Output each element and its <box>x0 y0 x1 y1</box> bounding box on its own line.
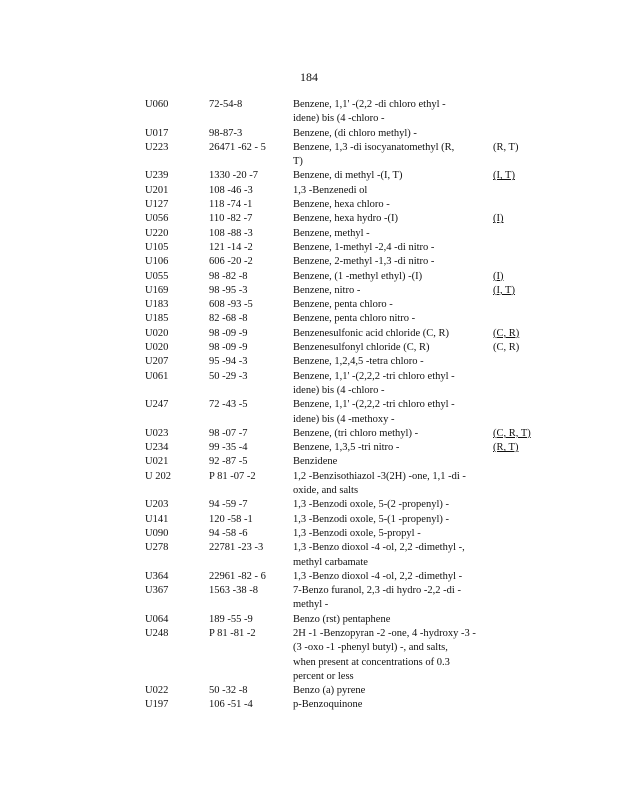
waste-code: U203 <box>145 499 169 511</box>
hazard-code: (I, T) <box>493 284 515 296</box>
waste-code: U106 <box>145 256 169 268</box>
cas-number: 72-54-8 <box>209 99 243 110</box>
hazard-code: (I) <box>493 270 504 282</box>
cas-number: 50 -32 -8 <box>209 685 248 697</box>
table-row <box>145 241 565 255</box>
substance-name: Benzo (a) pyrene <box>293 685 366 697</box>
hazard-code: (C, R, T) <box>493 427 531 439</box>
waste-code: U022 <box>145 685 169 697</box>
cas-number: 118 -74 -1 <box>209 199 253 211</box>
table-row <box>145 198 565 212</box>
cas-number: 189 -55 -9 <box>209 613 253 625</box>
waste-code: U020 <box>145 342 169 354</box>
cas-number: 94 -58 -6 <box>209 527 248 539</box>
substance-name: Benzene, (1 -methyl ethyl) -(I) <box>293 270 423 282</box>
substance-name: Benzene, (tri chloro methyl) - <box>293 427 419 439</box>
substance-name: Benzene, nitro - <box>293 284 361 296</box>
substance-name: Benzene, 2-methyl -1,3 -di nitro - <box>293 256 435 268</box>
table-row <box>145 184 565 198</box>
cas-number: 98 -07 -7 <box>209 427 248 439</box>
substance-name: Benzene, penta chloro - <box>293 299 393 311</box>
table-row <box>145 370 565 399</box>
table-row <box>145 141 565 170</box>
table-row <box>145 312 565 326</box>
waste-code: U021 <box>145 456 169 468</box>
waste-code: U220 <box>145 227 169 239</box>
waste-code: U090 <box>145 527 169 539</box>
waste-code: U061 <box>145 370 169 382</box>
table-row <box>145 341 565 355</box>
table-row <box>145 327 565 341</box>
table-row <box>145 169 565 183</box>
cas-number: 26471 -62 - 5 <box>209 141 266 153</box>
substance-name: 1,3 -Benzo dioxol -4 -ol, 2,2 -dimethyl - <box>293 570 463 582</box>
substance-name: Benzene, 1,1' -(2,2 -di chloro ethyl - idene) bis (4 -chloro - <box>293 99 446 125</box>
substance-name: Benzo (rst) pentaphene <box>293 613 391 625</box>
cas-number: 98-87-3 <box>209 127 243 139</box>
substance-name: Benzidene <box>293 456 338 468</box>
cas-number: 1330 -20 -7 <box>209 170 258 182</box>
substance-name: 1,2 -Benzisothiazol -3(2H) -one, 1,1 -di - oxide, and salts <box>293 470 466 497</box>
waste-code: U127 <box>145 199 169 211</box>
substance-name: Benzene, hexa hydro -(I) <box>293 213 398 225</box>
hazard-code: (C, R) <box>493 342 520 354</box>
cas-number: P 81 -81 -2 <box>209 627 256 639</box>
table-row <box>145 212 565 226</box>
table-row <box>145 227 565 241</box>
waste-code: U223 <box>145 141 169 153</box>
page-number: 184 <box>300 70 318 84</box>
table-row <box>145 284 565 298</box>
substance-name: Benzene, 1,1' -(2,2,2 -tri chloro ethyl - idene) bis (4 -chloro - <box>293 370 455 396</box>
waste-code: U169 <box>145 284 169 296</box>
cas-number: 120 -58 -1 <box>209 513 253 525</box>
waste-code: U234 <box>145 442 169 454</box>
cas-number: 82 -68 -8 <box>209 313 248 325</box>
cas-number: 110 -82 -7 <box>209 213 253 225</box>
substance-name: p-Benzoquinone <box>293 699 363 711</box>
table-row <box>145 570 565 584</box>
waste-code: U023 <box>145 427 169 439</box>
cas-number: 108 -46 -3 <box>209 184 253 196</box>
substance-name: Benzene, penta chloro nitro - <box>293 313 416 325</box>
waste-code: U020 <box>145 327 169 339</box>
cas-number: 92 -87 -5 <box>209 456 248 468</box>
waste-code: U105 <box>145 241 169 253</box>
table-row <box>145 455 565 469</box>
waste-code: U064 <box>145 613 169 625</box>
substance-name: 7-Benzo furanol, 2,3 -di hydro -2,2 -di - methyl - <box>293 585 461 611</box>
substance-name: Benzene, 1,3 -di isocyanatomethyl (R, T) <box>293 141 455 168</box>
table-row <box>145 513 565 527</box>
waste-code: U183 <box>145 299 169 311</box>
waste-code: U239 <box>145 170 169 182</box>
waste-code: U364 <box>145 570 169 582</box>
substance-name: 1,3 -Benzodi oxole, 5-(2 -propenyl) - <box>293 499 449 511</box>
waste-code: U201 <box>145 184 169 196</box>
cas-number: 94 -59 -7 <box>209 499 248 511</box>
table-row <box>145 270 565 284</box>
cas-number: 50 -29 -3 <box>209 370 248 382</box>
substance-name: Benzenesulfonic acid chloride (C, R) <box>293 327 449 339</box>
table-row <box>145 498 565 512</box>
waste-code: U055 <box>145 270 169 282</box>
waste-code: U197 <box>145 699 169 711</box>
table-row <box>145 255 565 269</box>
cas-number: 1563 -38 -8 <box>209 585 258 597</box>
table-row <box>145 355 565 369</box>
substance-name: Benzene, di methyl -(I, T) <box>293 170 403 182</box>
substance-name: Benzene, methyl - <box>293 227 370 239</box>
waste-code: U 202 <box>145 470 171 482</box>
substance-name: 1,3 -Benzo dioxol -4 -ol, 2,2 -dimethyl -, methyl carbamate <box>293 542 465 568</box>
cas-number: 121 -14 -2 <box>209 241 253 253</box>
table-row <box>145 627 565 684</box>
substance-name: Benzene, 1,1' -(2,2,2 -tri chloro ethyl - idene) bis (4 -methoxy - <box>293 399 455 425</box>
hazard-code: (R, T) <box>493 442 519 454</box>
substance-name: 1,3 -Benzodi oxole, 5-propyl - <box>293 527 421 539</box>
cas-number: 608 -93 -5 <box>209 299 253 311</box>
cas-number: 22961 -82 - 6 <box>209 570 266 582</box>
waste-code: U367 <box>145 585 169 597</box>
table-row <box>145 698 565 712</box>
waste-code: U207 <box>145 356 169 368</box>
waste-code: U060 <box>145 99 169 110</box>
cas-number: 108 -88 -3 <box>209 227 253 239</box>
waste-code: U247 <box>145 399 169 411</box>
waste-code-table <box>145 98 565 713</box>
substance-name: Benzene, (di chloro methyl) - <box>293 127 417 139</box>
substance-name: Benzene, 1,2,4,5 -tetra chloro - <box>293 356 424 368</box>
substance-name: Benzene, hexa chloro - <box>293 199 390 211</box>
cas-number: 98 -09 -9 <box>209 342 248 354</box>
substance-name: 1,3 -Benzenedi ol <box>293 184 368 196</box>
cas-number: P 81 -07 -2 <box>209 470 256 482</box>
cas-number: 72 -43 -5 <box>209 399 248 411</box>
table-row <box>145 441 565 455</box>
waste-code: U248 <box>145 627 169 639</box>
cas-number: 98 -82 -8 <box>209 270 248 282</box>
table-row <box>145 684 565 698</box>
table-row <box>145 584 565 613</box>
table-row <box>145 613 565 627</box>
cas-number: 606 -20 -2 <box>209 256 253 268</box>
hazard-code: (R, T) <box>493 141 519 153</box>
substance-name: Benzenesulfonyl chloride (C, R) <box>293 342 430 354</box>
cas-number: 95 -94 -3 <box>209 356 248 368</box>
substance-name: 1,3 -Benzodi oxole, 5-(1 -propenyl) - <box>293 513 449 525</box>
table-row <box>145 527 565 541</box>
waste-code: U141 <box>145 513 169 525</box>
table-row <box>145 398 565 427</box>
hazard-code: (C, R) <box>493 327 520 339</box>
waste-code: U017 <box>145 127 169 139</box>
substance-name: Benzene, 1,3,5 -tri nitro - <box>293 442 400 454</box>
table-row <box>145 427 565 441</box>
table-row <box>145 298 565 312</box>
table-row <box>145 127 565 141</box>
waste-code: U056 <box>145 213 169 225</box>
cas-number: 98 -09 -9 <box>209 327 248 339</box>
cas-number: 99 -35 -4 <box>209 442 248 454</box>
substance-name: 2H -1 -Benzopyran -2 -one, 4 -hydroxy -3 - (3 -oxo -1 -phenyl butyl) -, and salts, when present at concentrations of 0.3 percent or less <box>293 627 476 682</box>
hazard-code: (I, T) <box>493 170 515 182</box>
substance-name: Benzene, 1-methyl -2,4 -di nitro - <box>293 241 435 253</box>
cas-number: 106 -51 -4 <box>209 699 253 711</box>
waste-code: U278 <box>145 542 169 554</box>
table-row <box>145 98 565 127</box>
cas-number: 98 -95 -3 <box>209 284 248 296</box>
table-row <box>145 470 565 499</box>
hazard-code: (I) <box>493 213 504 225</box>
cas-number: 22781 -23 -3 <box>209 542 264 554</box>
waste-code: U185 <box>145 313 169 325</box>
table-row <box>145 541 565 570</box>
